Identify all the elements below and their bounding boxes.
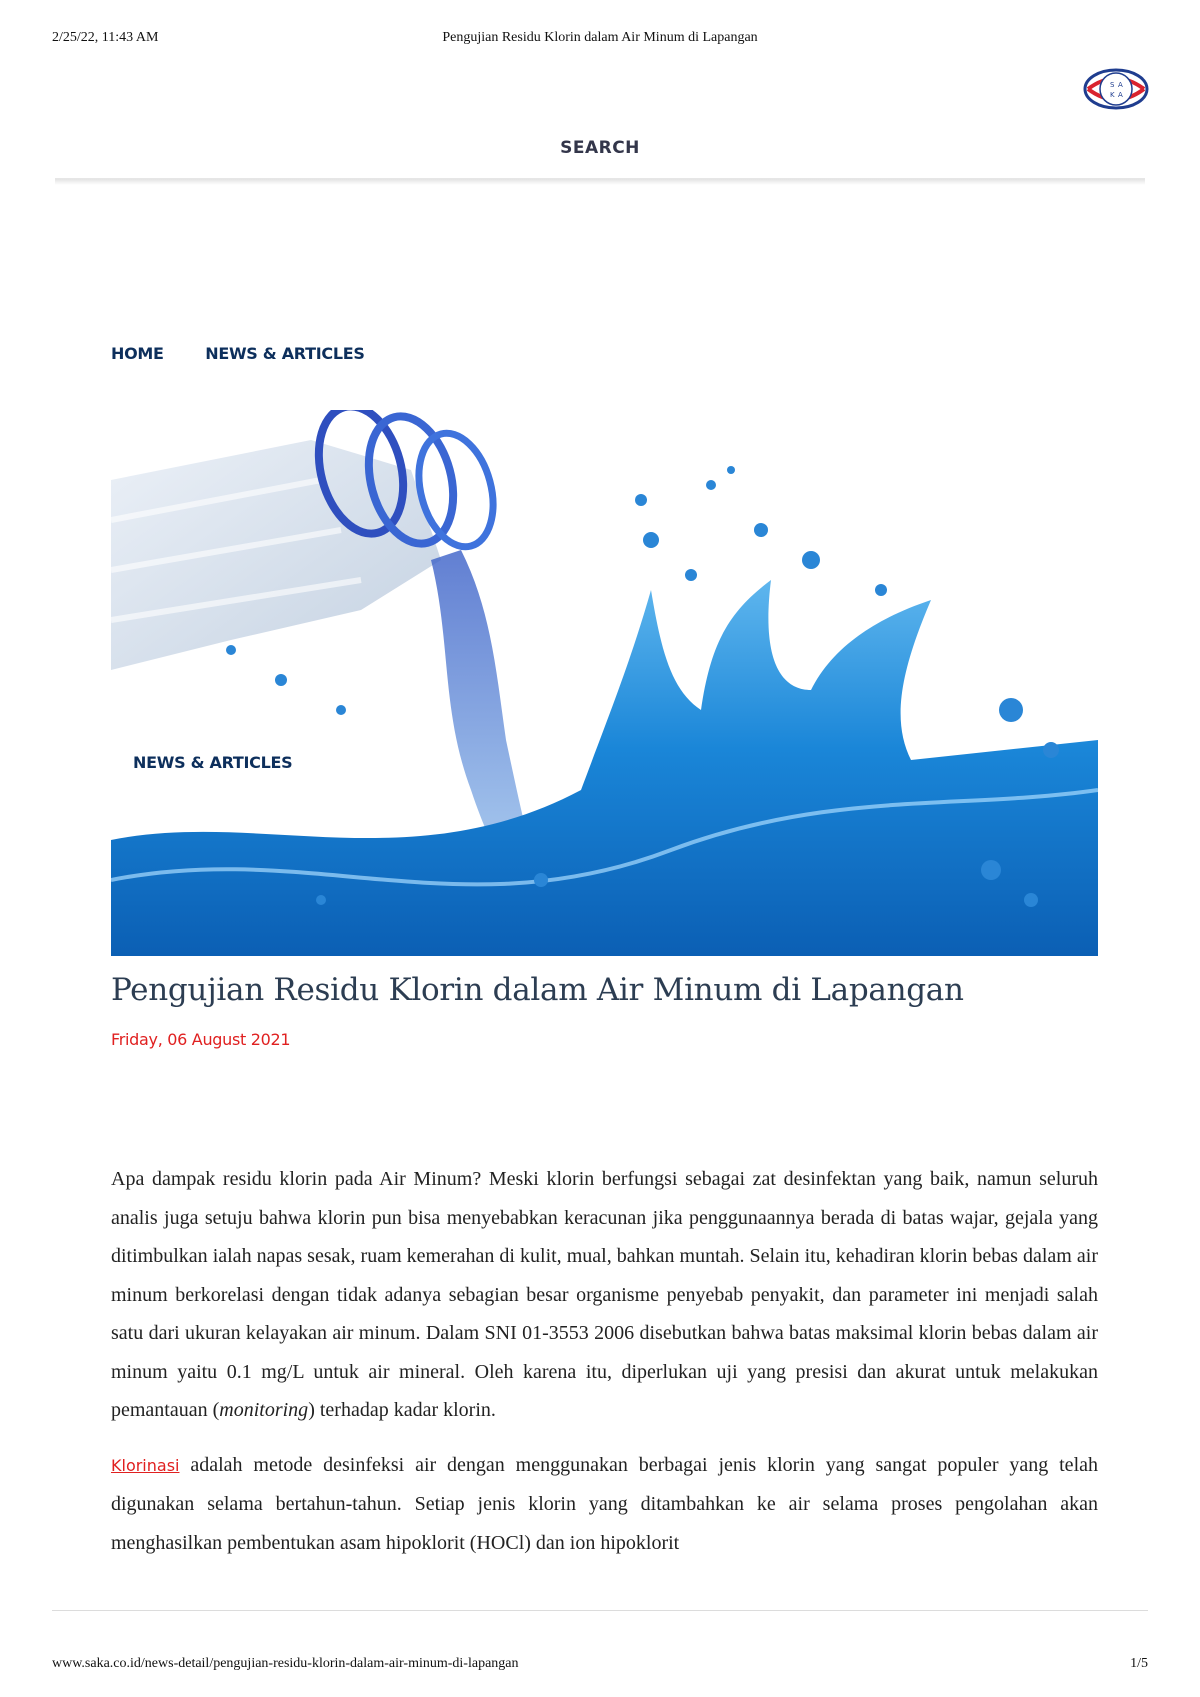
header-divider <box>55 178 1145 185</box>
logo-letter-1: S <box>1110 81 1115 89</box>
hero-category-label[interactable]: NEWS & ARTICLES <box>133 753 293 772</box>
logo-letter-3: K <box>1110 91 1115 99</box>
logo-letter-4: A <box>1118 91 1123 99</box>
paragraph-1-text-a: Apa dampak residu klorin pada Air Minum? Meski klorin berfungsi sebagai zat desinfektan yang baik, namun seluruh analis juga setuju bahwa klorin pun bisa menyebabkan keracunan jika penggunaannya berada di batas wajar, gejala yang ditimbulkan ialah napas sesak, ruam kemerahan di kulit, mual, bahkan muntah. Selain itu, kehadiran klorin bebas dalam air minum berkorelasi dengan tidak adanya sebagian besar organisme penyebab penyakit, dan parameter ini menjadi salah satu dari ukuran kelayakan air minum. Dalam SNI 01-3553 2006 disebutkan bahwa batas maksimal klorin bebas dalam air minum yaitu 0.1 mg/L untuk air mineral. Oleh karena itu, diperlukan uji yang presisi dan akurat untuk melakukan pemantauan ( <box>111 1168 1098 1421</box>
logo-letter-2: A <box>1118 81 1123 89</box>
keyword-link-klorinasi[interactable]: Klorinasi <box>111 1455 180 1475</box>
paragraph-2-text: adalah metode desinfeksi air dengan menggunakan berbagai jenis klorin yang sangat populer yang telah digunakan selama bertahun-tahun. Setiap jenis klorin yang ditambahkan ke air selama proses pengolahan akan menghasilkan pembentukan asam hipoklorit (HOCl) dan ion hipoklorit <box>111 1453 1098 1554</box>
hero-image <box>111 410 1098 956</box>
breadcrumb <box>111 344 401 363</box>
print-url: www.saka.co.id/news-detail/pengujian-residu-klorin-dalam-air-minum-di-lapangan <box>52 1656 519 1671</box>
saka-logo-icon <box>1082 66 1150 112</box>
paragraph-1-italic: monitoring <box>219 1399 309 1421</box>
print-header <box>52 30 1148 50</box>
water-splash-illustration <box>111 410 1098 956</box>
search-link[interactable]: SEARCH <box>560 138 640 158</box>
breadcrumb-news-articles[interactable]: NEWS & ARTICLES <box>205 344 365 363</box>
article-title: Pengujian Residu Klorin dalam Air Minum di Lapangan <box>111 972 964 1008</box>
breadcrumb-home[interactable]: HOME <box>111 344 164 363</box>
article-paragraph-2 <box>111 1446 1098 1563</box>
print-page-number: 1/5 <box>1130 1656 1148 1671</box>
article-body <box>111 1160 1098 1578</box>
footer-divider <box>52 1610 1148 1611</box>
article-paragraph-1 <box>111 1160 1098 1430</box>
print-footer <box>52 1656 1148 1676</box>
paragraph-1-text-b: ) terhadap kadar klorin. <box>308 1399 496 1421</box>
print-doc-title: Pengujian Residu Klorin dalam Air Minum di Lapangan <box>442 30 758 45</box>
saka-logo[interactable] <box>1082 66 1150 112</box>
article-date: Friday, 06 August 2021 <box>111 1030 291 1049</box>
print-timestamp: 2/25/22, 11:43 AM <box>52 30 159 45</box>
